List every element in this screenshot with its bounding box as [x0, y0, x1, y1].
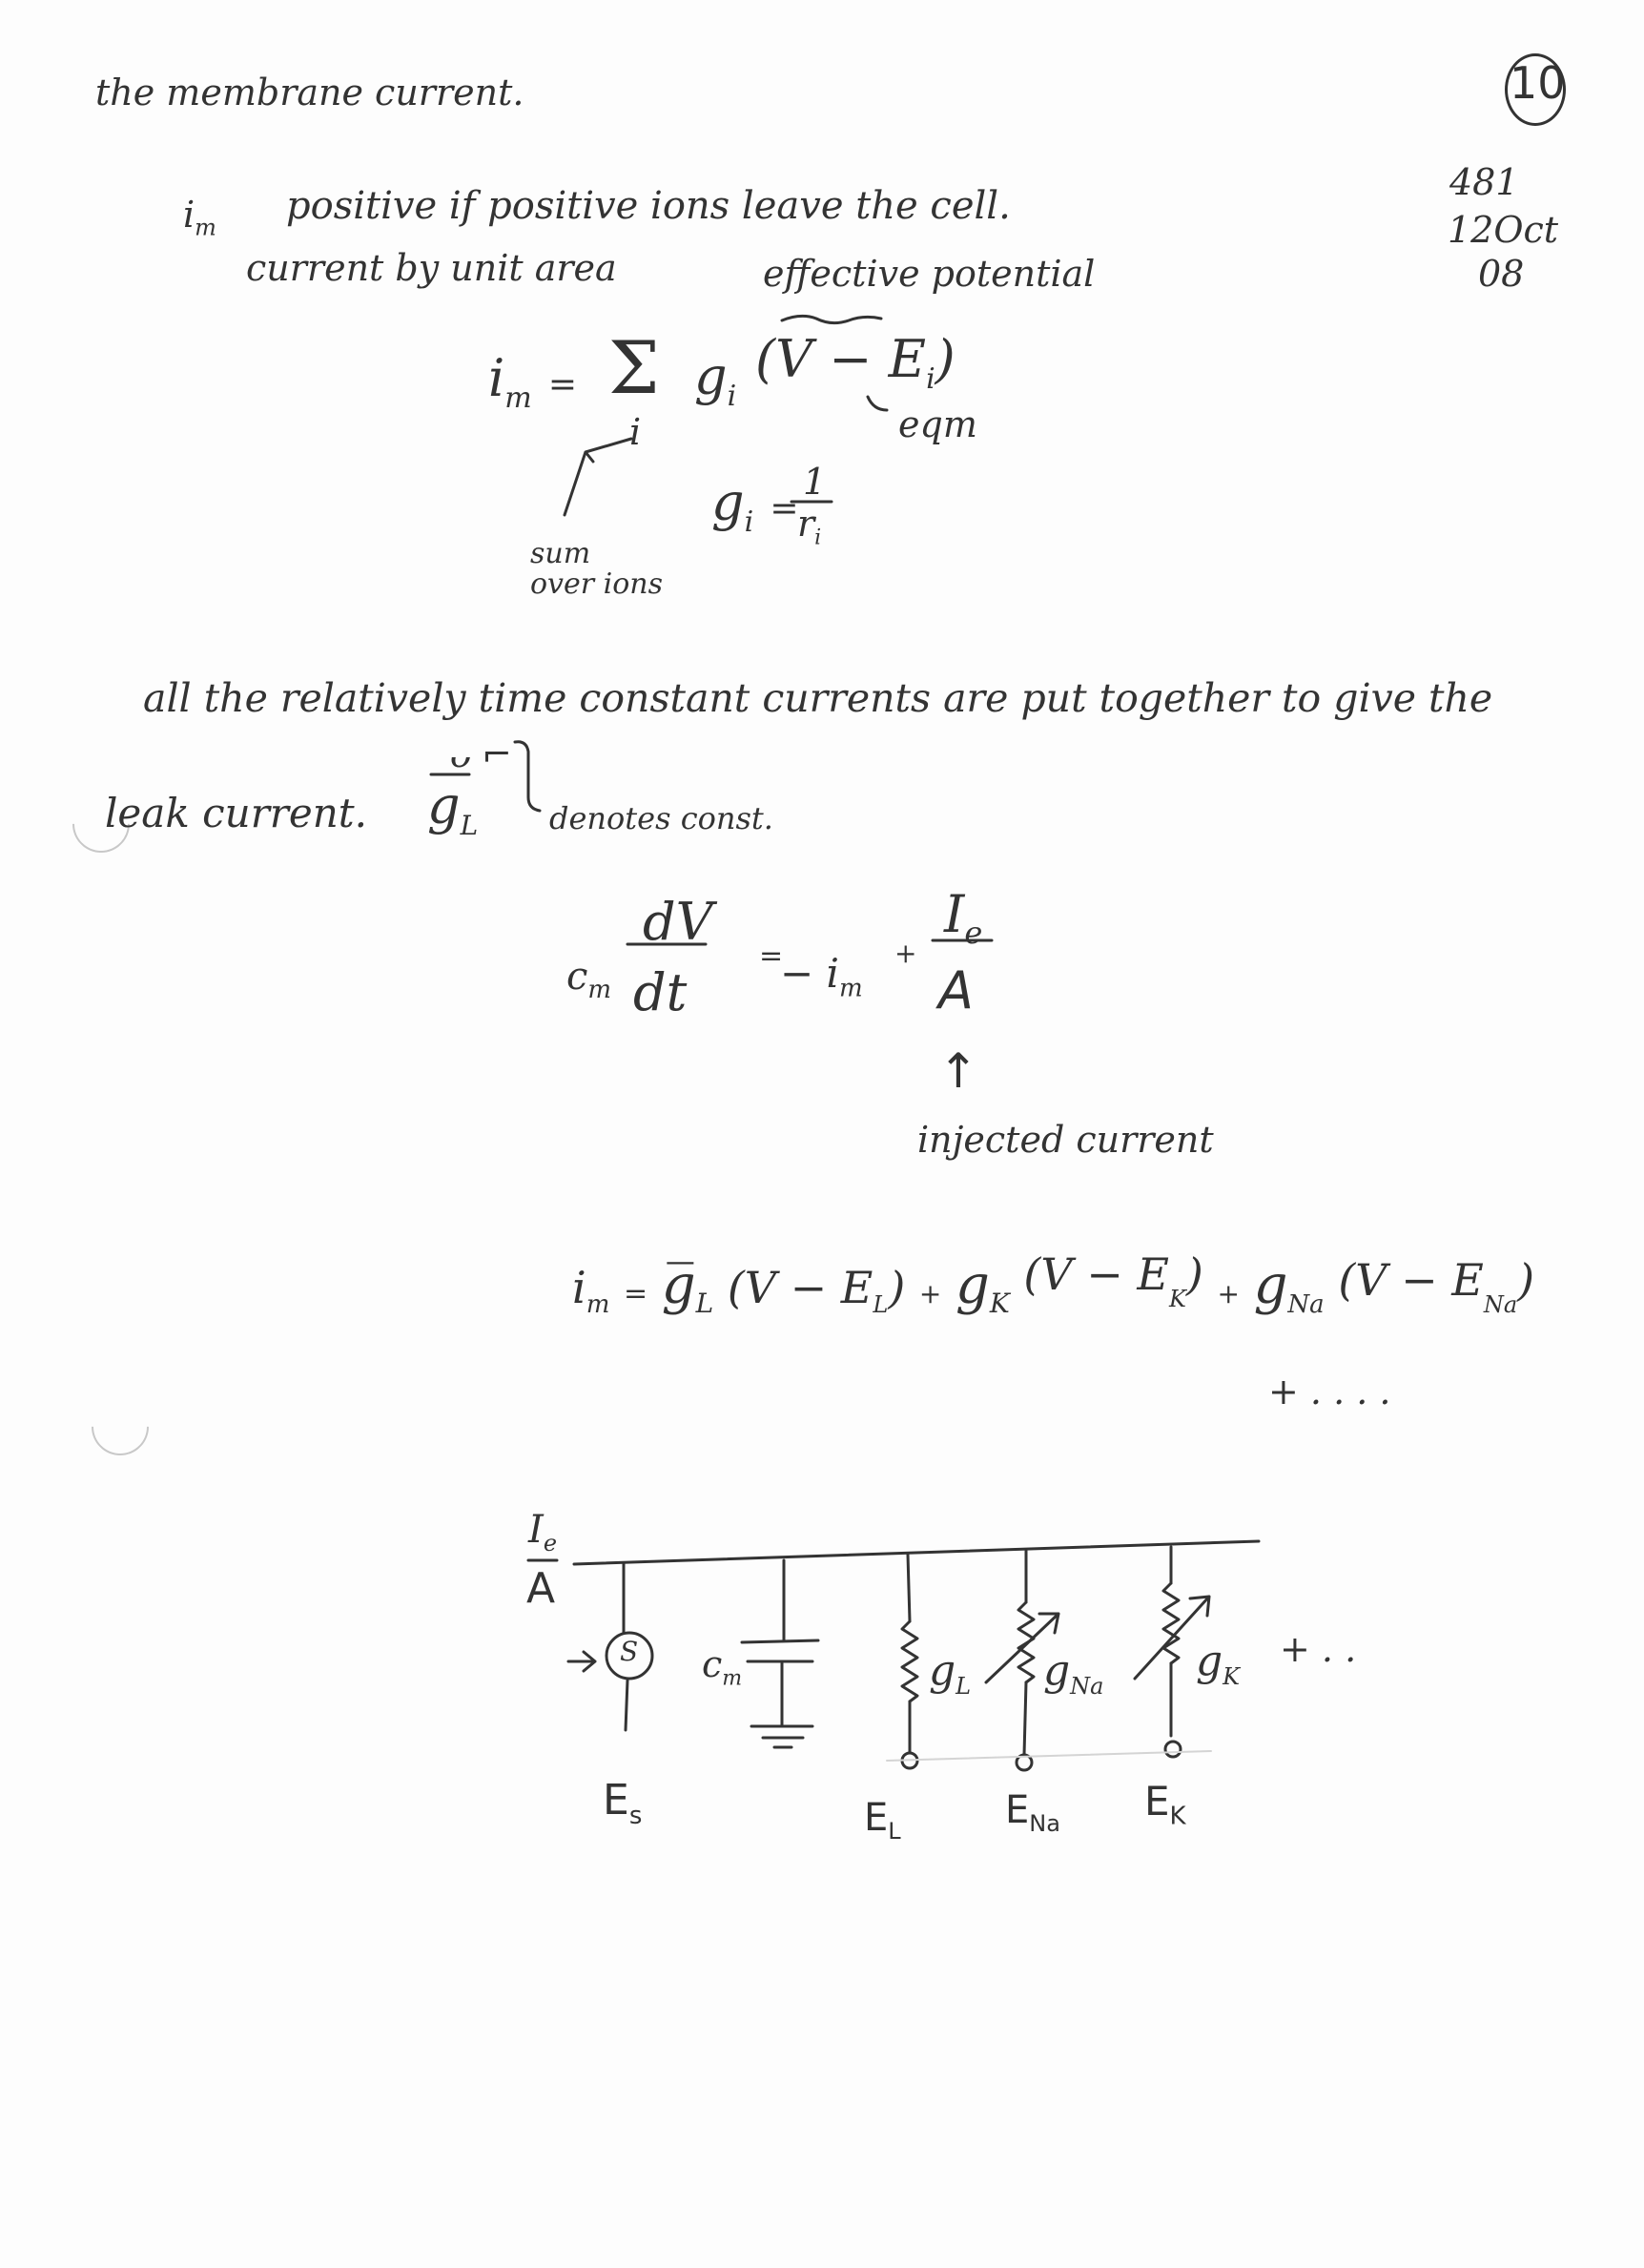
- sum-note-1: sum: [530, 537, 591, 570]
- eq3-note: injected current: [917, 1119, 1214, 1161]
- effective-potential-brace: [782, 316, 881, 322]
- eq2-num: 1: [803, 461, 827, 503]
- para-bar-mark: ᴗ ⌐: [448, 733, 512, 775]
- eq3-equals: =: [759, 939, 784, 973]
- eq3-rhs1-sub: m: [838, 974, 863, 1003]
- circuit-top-wire: [574, 1541, 1259, 1564]
- intro-line-2: current by unit area: [246, 247, 617, 289]
- eq4-t1-paren-sub: L: [873, 1291, 889, 1319]
- ek-label: [1144, 1778, 1186, 1831]
- eq3-frac-num-symbol: I: [944, 884, 965, 944]
- eq4-t3-close: ): [1517, 1254, 1535, 1306]
- eq4-t2: g: [956, 1254, 990, 1316]
- eq3-frac-den: A: [938, 960, 974, 1021]
- eq3-num: dV: [643, 892, 713, 952]
- circuit-input-num: [528, 1508, 558, 1557]
- ena-label-sub: Na: [1029, 1810, 1060, 1837]
- eq3-den: dt: [633, 962, 688, 1022]
- circuit-input-num-sub: e: [543, 1530, 558, 1557]
- eq4-lhs: i: [572, 1262, 586, 1313]
- page-number: 10: [1510, 57, 1566, 109]
- eq1-g-sub: i: [727, 379, 737, 413]
- circuit-cont: + . .: [1280, 1628, 1357, 1670]
- gk-label: [1196, 1637, 1241, 1690]
- eq4-plus1: +: [918, 1278, 942, 1309]
- eq3-plus: +: [894, 938, 917, 969]
- page-header: the membrane current.: [95, 72, 524, 113]
- effective-potential-label: effective potential: [763, 253, 1096, 295]
- cap-label-symbol: c: [702, 1643, 723, 1685]
- eq4-t3-paren: (V − E: [1338, 1254, 1484, 1306]
- eq4-equals: =: [624, 1277, 648, 1310]
- gk-terminal: [1165, 1742, 1181, 1757]
- eq1-paren-open: (V − E: [755, 329, 927, 389]
- intro-im-sub: m: [195, 214, 216, 241]
- eqm-tick: [868, 397, 887, 410]
- eq4-t1-paren: (V − E: [727, 1262, 873, 1313]
- gl-label-sub: L: [956, 1672, 972, 1700]
- margin-note-1: 481: [1449, 161, 1519, 203]
- source-label: S: [620, 1636, 639, 1667]
- baseline-smudge: [887, 1751, 1211, 1761]
- cap-label-sub: m: [722, 1666, 743, 1691]
- eq2-den-symbol: r: [797, 503, 815, 545]
- gna-wire-bottom: [1024, 1682, 1026, 1755]
- para-denotes: denotes const.: [549, 800, 773, 836]
- eq4-t2-sub: K: [989, 1288, 1010, 1320]
- es-label-sub: s: [628, 1801, 643, 1830]
- gna-label-sub: Na: [1070, 1672, 1104, 1700]
- eq1-lhs-sub: m: [504, 381, 532, 415]
- gk-resistor: [1163, 1583, 1179, 1663]
- sum-arrow: [565, 439, 631, 515]
- eq1-paren-sub: i: [926, 361, 935, 396]
- eq1-equals: =: [547, 365, 578, 404]
- sum-note-2: over ions: [530, 567, 664, 601]
- para-gl-symbol: g: [427, 775, 461, 835]
- eq3-cm-sub: m: [587, 976, 612, 1004]
- cap-label: [702, 1643, 743, 1691]
- para-bracket: [515, 742, 540, 811]
- gl-label-symbol: g: [929, 1646, 956, 1695]
- es-label-symbol: E: [603, 1776, 629, 1825]
- circuit-input-num-symbol: I: [528, 1508, 544, 1552]
- eq3-cm-symbol: c: [566, 955, 588, 999]
- margin-note-2: 12Oct: [1448, 209, 1559, 251]
- eq1-sigma: Σ: [608, 325, 660, 410]
- es-label: [603, 1776, 643, 1830]
- eq1-sigma-sub: i: [629, 411, 642, 453]
- gna-resistor: [1018, 1602, 1034, 1682]
- eq1-lhs-symbol: i: [488, 348, 505, 408]
- gl-resistor: [902, 1621, 917, 1701]
- eq2-lhs-symbol: g: [711, 472, 745, 532]
- gk-label-symbol: g: [1196, 1637, 1223, 1685]
- eq4-t1: g̅: [661, 1254, 696, 1316]
- eq3-frac-num-sub: e: [964, 914, 983, 951]
- eq4-cont: + . . . .: [1268, 1371, 1391, 1412]
- eq4-t3: g: [1253, 1254, 1288, 1316]
- margin-note-3: 08: [1478, 253, 1525, 295]
- eq4-t1-close: ): [888, 1262, 906, 1313]
- el-label: [864, 1796, 901, 1845]
- gna-label-symbol: g: [1043, 1646, 1071, 1695]
- gk-label-sub: K: [1223, 1662, 1241, 1690]
- para-gl-sub: L: [460, 809, 479, 841]
- source-wire-bottom: [626, 1680, 627, 1730]
- ek-label-symbol: E: [1144, 1778, 1170, 1825]
- eq4-t2-paren-sub: K: [1168, 1286, 1186, 1313]
- eq4-t2-close: ): [1185, 1248, 1203, 1300]
- eq4-t1-sub: L: [695, 1288, 714, 1320]
- eq4-t3-paren-sub: Na: [1483, 1291, 1518, 1319]
- intro-im-symbol: i: [183, 194, 195, 236]
- eqm-note: eqm: [898, 403, 977, 445]
- eq4-t2-paren: (V − E: [1023, 1248, 1169, 1300]
- eq2-lhs-sub: i: [744, 505, 754, 539]
- cap-plate-1: [742, 1640, 818, 1642]
- eq3-rhs1-symbol: − i: [780, 950, 839, 997]
- eq2-equals: =: [770, 489, 799, 528]
- ena-label-symbol: E: [1005, 1788, 1030, 1832]
- intro-line-1: positive if positive ions leave the cell.: [286, 184, 1011, 228]
- eq2-den-sub: i: [814, 526, 822, 550]
- para-line-1: all the relatively time constant currents are put together to give the: [143, 675, 1493, 721]
- para-leak-current: leak current.: [105, 790, 367, 836]
- eq1-g-symbol: g: [694, 346, 728, 406]
- gna-label: [1043, 1646, 1104, 1700]
- eq1-paren-close: ): [935, 329, 956, 389]
- el-label-sub: L: [888, 1818, 901, 1845]
- gl-label: [929, 1646, 972, 1700]
- eq3-arrow: ↑: [938, 1043, 978, 1099]
- eq4-t3-sub: Na: [1287, 1290, 1325, 1320]
- eq4-plus2: +: [1217, 1278, 1240, 1309]
- eq4-lhs-sub: m: [586, 1290, 610, 1320]
- source-arrow: [568, 1652, 595, 1671]
- ek-label-sub: K: [1169, 1802, 1186, 1831]
- el-label-symbol: E: [864, 1796, 889, 1840]
- gl-wire-top: [908, 1555, 910, 1621]
- circuit-input-den: A: [526, 1564, 556, 1613]
- ena-label: [1005, 1788, 1060, 1837]
